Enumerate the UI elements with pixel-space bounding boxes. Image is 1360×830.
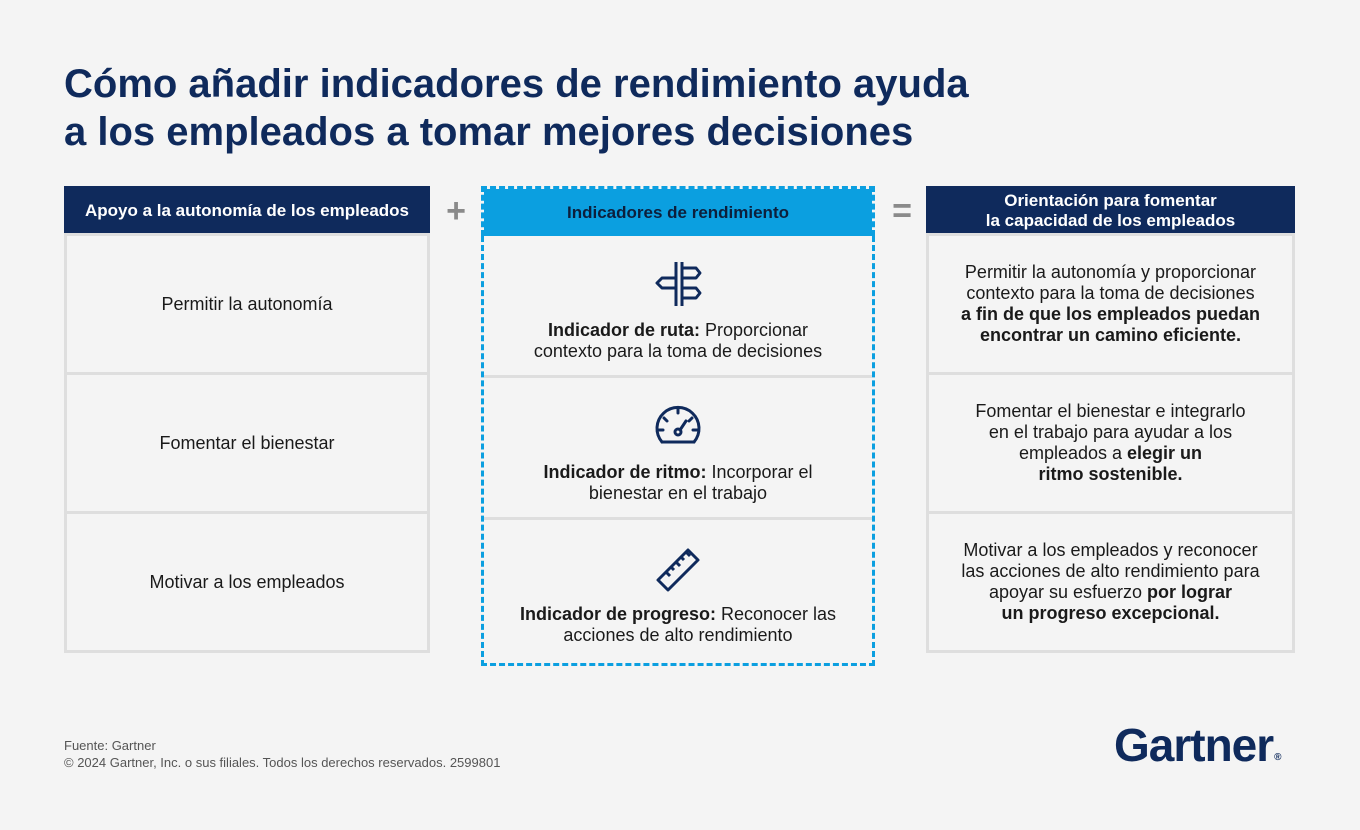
progress-text-2: acciones de alto rendimiento — [563, 625, 793, 645]
right-row-1-line-1: Permitir la autonomía y proporcionar — [964, 262, 1257, 282]
left-row-autonomy — [64, 233, 430, 375]
route-indicator-label: Indicador de ruta: — [547, 320, 700, 340]
left-column — [64, 186, 430, 653]
middle-header-frame — [481, 186, 875, 236]
equals-operator: = — [892, 192, 912, 230]
source-note: Fuente: Gartner — [64, 738, 156, 753]
right-row-3-line-3b: por lograr — [1147, 582, 1233, 602]
middle-row-route — [484, 236, 872, 378]
right-row-1-line-2: contexto para la toma de decisiones — [966, 283, 1255, 303]
route-text-2: contexto para la toma de decisiones — [533, 341, 823, 361]
title-line-2: a los empleados a tomar mejores decisiones — [64, 110, 914, 154]
right-row-2-line-1: Fomentar el bienestar e integrarlo — [975, 401, 1246, 421]
middle-column — [481, 186, 875, 666]
right-row-3-line-3a: apoyar su esfuerzo — [988, 582, 1148, 602]
right-column — [926, 186, 1295, 653]
middle-row-pace — [484, 378, 872, 520]
right-row-2-line-2: en el trabajo para ayudar a los — [988, 422, 1233, 442]
progress-text-1: Reconocer las — [715, 604, 837, 624]
right-column-header — [926, 186, 1295, 236]
right-row-wellbeing — [926, 372, 1295, 514]
right-row-3-line-4: un progreso excepcional. — [1001, 603, 1220, 623]
left-row-motivate — [64, 511, 430, 653]
left-column-header — [64, 186, 430, 236]
right-header-line-1: Orientación para fomentar — [1004, 191, 1217, 210]
footer — [64, 737, 500, 771]
route-text — [534, 320, 822, 362]
logo-text: Gartner — [1114, 719, 1274, 771]
progress-text — [520, 604, 836, 646]
right-header-line-2: la capacidad de los empleados — [985, 211, 1236, 230]
right-row-2-line-3a: empleados a — [1018, 443, 1128, 463]
right-row-motivate — [926, 511, 1295, 653]
signpost-icon — [652, 258, 704, 310]
gartner-logo — [1114, 718, 1281, 772]
page-title — [64, 60, 1164, 156]
title-line-1: Cómo añadir indicadores de rendimiento ayuda — [64, 62, 969, 106]
left-header-label: Apoyo a la autonomía de los empleados — [84, 201, 409, 220]
speedometer-icon — [652, 400, 704, 452]
left-row-label: Permitir la autonomía — [161, 293, 333, 314]
left-row-label: Fomentar el bienestar — [159, 432, 335, 453]
route-text-1: Proporcionar — [699, 320, 809, 340]
pace-indicator-label: Indicador de ritmo: — [543, 462, 707, 482]
middle-column-header — [484, 189, 872, 236]
right-row-2-line-3b: elegir un — [1127, 443, 1203, 463]
plus-operator: + — [446, 192, 466, 230]
middle-header-label: Indicadores de rendimiento — [567, 202, 789, 222]
right-row-1-line-4: encontrar un camino eficiente. — [979, 325, 1242, 345]
pace-text — [543, 462, 812, 504]
pace-text-1: Incorporar el — [706, 462, 813, 482]
right-row-autonomy — [926, 233, 1295, 375]
pace-text-2: bienestar en el trabajo — [588, 483, 768, 503]
left-row-wellbeing — [64, 372, 430, 514]
right-row-1-line-3: a fin de que los empleados puedan — [960, 304, 1261, 324]
progress-indicator-label: Indicador de progreso: — [519, 604, 716, 624]
middle-body — [481, 236, 875, 666]
right-row-3-line-1: Motivar a los empleados y reconocer — [963, 540, 1258, 560]
ruler-icon — [652, 542, 704, 594]
right-row-2-line-4: ritmo sostenible. — [1038, 464, 1183, 484]
middle-row-progress — [484, 520, 872, 662]
right-row-3-line-2: las acciones de alto rendimiento para — [961, 561, 1260, 581]
left-row-label: Motivar a los empleados — [149, 571, 345, 592]
registered-mark: ® — [1274, 752, 1281, 763]
copyright-note: © 2024 Gartner, Inc. o sus filiales. Todos los derechos reservados. 2599801 — [64, 755, 501, 770]
